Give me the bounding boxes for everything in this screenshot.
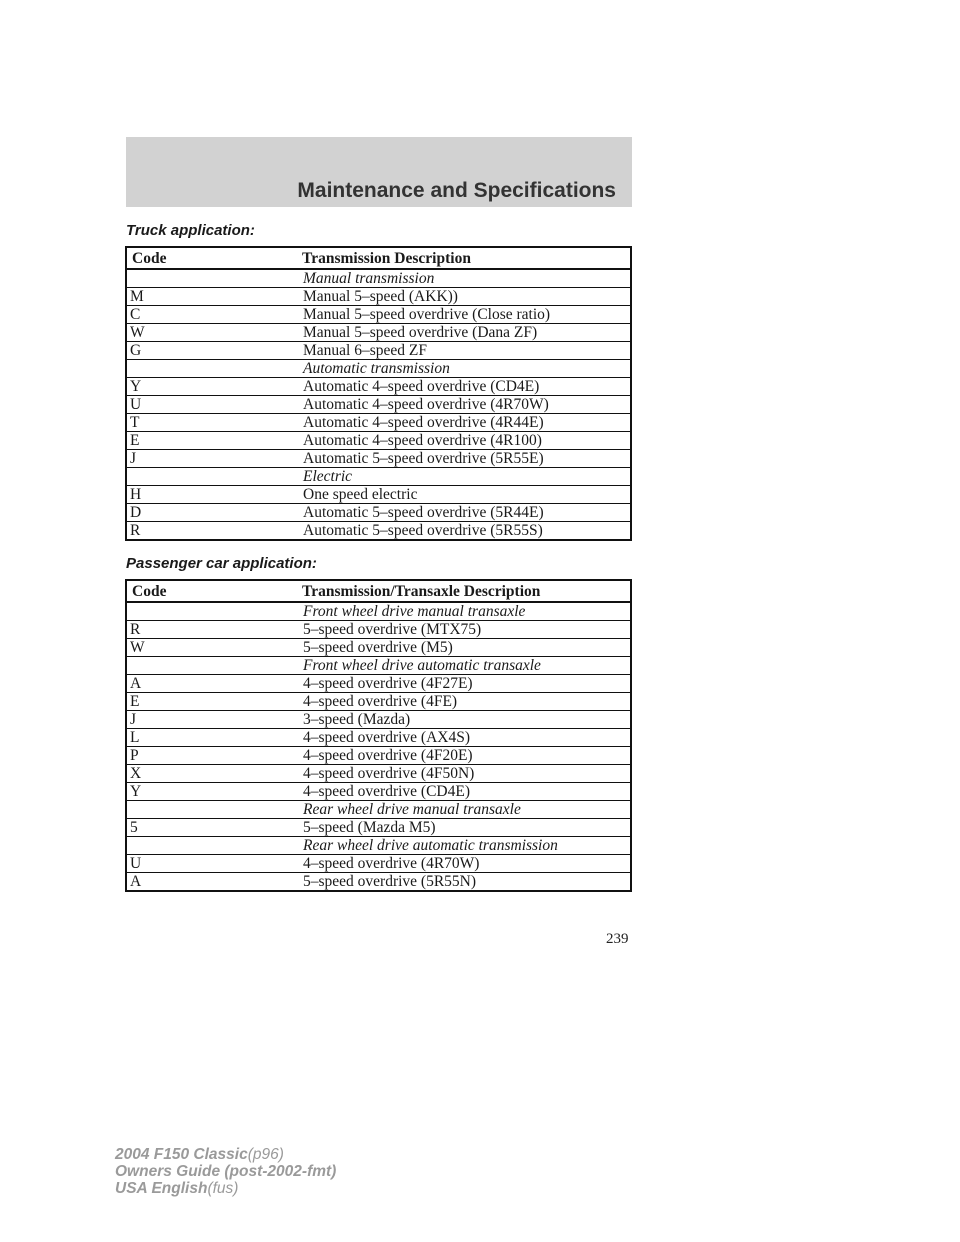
page-number: 239 bbox=[606, 931, 629, 947]
description-cell: 5–speed overdrive (M5) bbox=[297, 639, 631, 657]
table-row bbox=[126, 378, 631, 396]
table-row bbox=[126, 504, 631, 522]
description-cell: Automatic 4–speed overdrive (4R44E) bbox=[297, 414, 631, 432]
category-label-cell: Rear wheel drive automatic transmission bbox=[297, 837, 631, 855]
code-cell: Y bbox=[126, 783, 297, 801]
code-cell bbox=[126, 801, 297, 819]
code-cell bbox=[126, 657, 297, 675]
code-cell: W bbox=[126, 639, 297, 657]
description-column-header: Transmission Description bbox=[297, 247, 631, 269]
footer-imprint bbox=[115, 1146, 336, 1197]
description-cell: 4–speed overdrive (4F50N) bbox=[297, 765, 631, 783]
table-row bbox=[126, 288, 631, 306]
category-label-cell: Manual transmission bbox=[297, 269, 631, 288]
passenger-car-application-heading: Passenger car application: bbox=[126, 555, 317, 572]
truck-table-body bbox=[126, 269, 631, 540]
table-row bbox=[126, 783, 631, 801]
code-cell: X bbox=[126, 765, 297, 783]
table-category-row bbox=[126, 468, 631, 486]
description-cell: 4–speed overdrive (CD4E) bbox=[297, 783, 631, 801]
code-cell: Y bbox=[126, 378, 297, 396]
code-cell: R bbox=[126, 621, 297, 639]
table-row bbox=[126, 639, 631, 657]
table-row bbox=[126, 765, 631, 783]
description-cell: Manual 5–speed overdrive (Dana ZF) bbox=[297, 324, 631, 342]
description-cell: 5–speed overdrive (MTX75) bbox=[297, 621, 631, 639]
code-cell: M bbox=[126, 288, 297, 306]
footer-language-code: (fus) bbox=[207, 1180, 239, 1197]
code-cell: D bbox=[126, 504, 297, 522]
table-row bbox=[126, 342, 631, 360]
table-row bbox=[126, 450, 631, 468]
description-cell: One speed electric bbox=[297, 486, 631, 504]
table-row bbox=[126, 729, 631, 747]
description-cell: 4–speed overdrive (4R70W) bbox=[297, 855, 631, 873]
code-cell: C bbox=[126, 306, 297, 324]
code-cell bbox=[126, 269, 297, 288]
description-cell: Automatic 4–speed overdrive (4R70W) bbox=[297, 396, 631, 414]
code-cell bbox=[126, 468, 297, 486]
table-row bbox=[126, 396, 631, 414]
code-cell: A bbox=[126, 675, 297, 693]
truck-transmission-table bbox=[125, 246, 632, 541]
table-row bbox=[126, 747, 631, 765]
category-label-cell: Front wheel drive manual transaxle bbox=[297, 602, 631, 621]
table-row bbox=[126, 693, 631, 711]
code-cell: J bbox=[126, 450, 297, 468]
description-cell: 3–speed (Mazda) bbox=[297, 711, 631, 729]
table-row bbox=[126, 873, 631, 892]
table-row bbox=[126, 432, 631, 450]
code-cell: L bbox=[126, 729, 297, 747]
table-category-row bbox=[126, 801, 631, 819]
code-cell: H bbox=[126, 486, 297, 504]
table-row bbox=[126, 711, 631, 729]
description-column-header: Transmission/Transaxle Description bbox=[297, 580, 631, 602]
footer-model-code: (p96) bbox=[247, 1146, 284, 1163]
table-category-row bbox=[126, 602, 631, 621]
code-cell: E bbox=[126, 693, 297, 711]
code-cell: P bbox=[126, 747, 297, 765]
footer-guide: Owners Guide (post-2002-fmt) bbox=[115, 1163, 337, 1180]
footer-language: USA English bbox=[115, 1180, 208, 1197]
footer-line-language bbox=[115, 1180, 336, 1197]
code-cell: R bbox=[126, 522, 297, 541]
table-category-row bbox=[126, 360, 631, 378]
code-cell: 5 bbox=[126, 819, 297, 837]
code-cell: U bbox=[126, 396, 297, 414]
page-section-title: Maintenance and Specifications bbox=[297, 179, 616, 202]
table-header-row bbox=[126, 247, 631, 269]
description-cell: Automatic 5–speed overdrive (5R55S) bbox=[297, 522, 631, 541]
description-cell: Automatic 5–speed overdrive (5R44E) bbox=[297, 504, 631, 522]
category-label-cell: Front wheel drive automatic transaxle bbox=[297, 657, 631, 675]
table-row bbox=[126, 675, 631, 693]
code-column-header: Code bbox=[126, 580, 297, 602]
category-label-cell: Electric bbox=[297, 468, 631, 486]
footer-line-model bbox=[115, 1146, 336, 1163]
category-label-cell: Rear wheel drive manual transaxle bbox=[297, 801, 631, 819]
table-row bbox=[126, 486, 631, 504]
description-cell: 5–speed (Mazda M5) bbox=[297, 819, 631, 837]
description-cell: Automatic 4–speed overdrive (CD4E) bbox=[297, 378, 631, 396]
table-category-row bbox=[126, 837, 631, 855]
description-cell: Manual 5–speed overdrive (Close ratio) bbox=[297, 306, 631, 324]
code-cell: W bbox=[126, 324, 297, 342]
code-column-header: Code bbox=[126, 247, 297, 269]
description-cell: Manual 5–speed (AKK)) bbox=[297, 288, 631, 306]
category-label-cell: Automatic transmission bbox=[297, 360, 631, 378]
table-row bbox=[126, 621, 631, 639]
code-cell bbox=[126, 602, 297, 621]
description-cell: Manual 6–speed ZF bbox=[297, 342, 631, 360]
table-row bbox=[126, 306, 631, 324]
table-row bbox=[126, 324, 631, 342]
table-header-row bbox=[126, 580, 631, 602]
description-cell: 4–speed overdrive (4F20E) bbox=[297, 747, 631, 765]
description-cell: 4–speed overdrive (4F27E) bbox=[297, 675, 631, 693]
code-cell: E bbox=[126, 432, 297, 450]
description-cell: 4–speed overdrive (AX4S) bbox=[297, 729, 631, 747]
header-band bbox=[126, 137, 632, 207]
passenger-transmission-table bbox=[125, 579, 632, 892]
footer-line-guide bbox=[115, 1163, 336, 1180]
code-cell: U bbox=[126, 855, 297, 873]
description-cell: 5–speed overdrive (5R55N) bbox=[297, 873, 631, 892]
description-cell: 4–speed overdrive (4FE) bbox=[297, 693, 631, 711]
passenger-table-body bbox=[126, 602, 631, 891]
footer-model: 2004 F150 Classic bbox=[115, 1146, 248, 1163]
code-cell bbox=[126, 837, 297, 855]
code-cell: J bbox=[126, 711, 297, 729]
code-cell: T bbox=[126, 414, 297, 432]
table-category-row bbox=[126, 269, 631, 288]
code-cell: G bbox=[126, 342, 297, 360]
table-row bbox=[126, 855, 631, 873]
table-row bbox=[126, 522, 631, 541]
table-row bbox=[126, 819, 631, 837]
code-cell: A bbox=[126, 873, 297, 892]
code-cell bbox=[126, 360, 297, 378]
table-category-row bbox=[126, 657, 631, 675]
truck-application-heading: Truck application: bbox=[126, 222, 255, 239]
description-cell: Automatic 4–speed overdrive (4R100) bbox=[297, 432, 631, 450]
description-cell: Automatic 5–speed overdrive (5R55E) bbox=[297, 450, 631, 468]
table-row bbox=[126, 414, 631, 432]
